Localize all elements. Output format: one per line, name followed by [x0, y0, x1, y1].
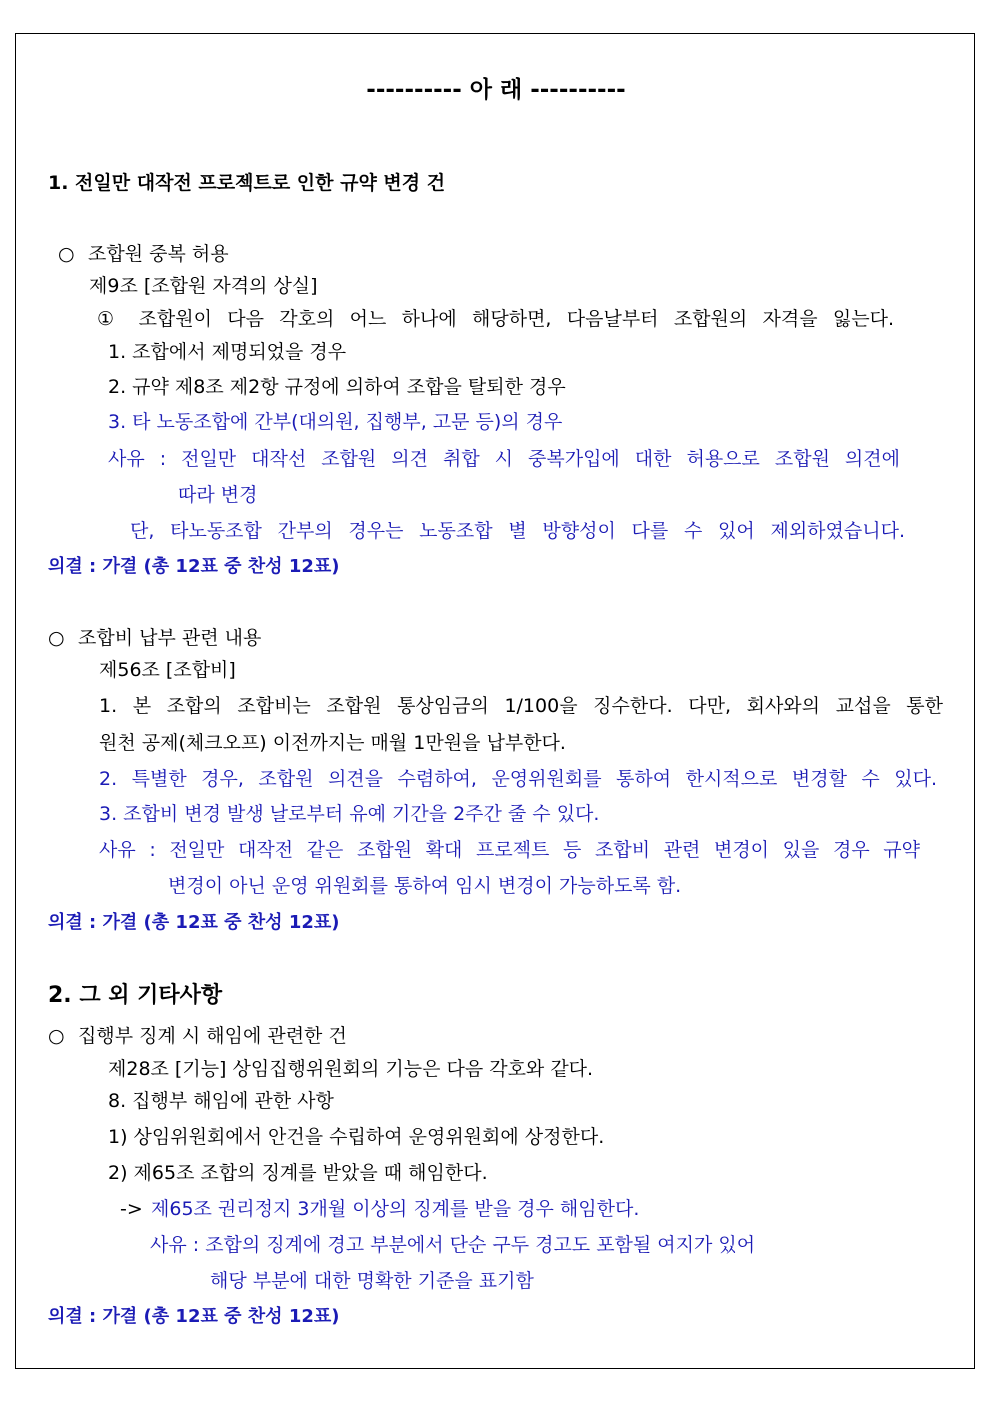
reason-text: 사유 : 전일만 대작전 같은 조합원 확대 프로젝트 등 조합비 관련 변경이 있을 경우 규약 [99, 839, 920, 861]
vote-result: 의결 : 가결 (총 12표 중 찬성 12표) [48, 1306, 340, 1327]
clause-line: 1. 조합에서 제명되었을 경우 [108, 341, 347, 363]
article-heading: 제9조 [조합원 자격의 상실] [89, 275, 318, 297]
article-line-new: 3. 조합비 변경 발생 날로부터 유예 기간을 2주간 줄 수 있다. [99, 803, 600, 825]
clause-new-line: 3. 타 노동조합에 간부(대의원, 집행부, 고문 등)의 경우 [108, 411, 563, 433]
article-heading: 제28조 [기능] 상임집행위원회의 기능은 다음 각호와 같다. [108, 1058, 594, 1080]
circle-bullet-icon: ○ [48, 1025, 65, 1047]
sub-clause: 2) 제65조 조합의 징계를 받았을 때 해임한다. [108, 1162, 488, 1184]
item-title: 집행부 징계 시 해임에 관련한 건 [78, 1025, 347, 1047]
item-title: 조합원 중복 허용 [88, 243, 229, 265]
clause-line: 2. 규약 제8조 제2항 규정에 의하여 조합을 탈퇴한 경우 [108, 376, 566, 398]
circle-bullet-icon: ○ [48, 627, 65, 649]
item-title: 조합비 납부 관련 내용 [78, 627, 262, 649]
sub-clause: 1) 상임위원회에서 안건을 수립하여 운영위원회에 상정한다. [108, 1126, 605, 1148]
page-title: ---------- 아 래 ---------- [366, 77, 626, 103]
vote-result: 의결 : 가결 (총 12표 중 찬성 12표) [48, 556, 340, 577]
circle-bullet-icon: ○ [58, 243, 75, 265]
vote-result: 의결 : 가결 (총 12표 중 찬성 12표) [48, 912, 340, 933]
article-heading: 제56조 [조합비] [99, 659, 236, 681]
article-clause: ① 조합원이 다음 각호의 어느 하나에 해당하면, 다음날부터 조합원의 자격을 잃는다. [97, 308, 894, 330]
arrow-icon: -> [120, 1198, 143, 1220]
reason-text: 단, 타노동조합 간부의 경우는 노동조합 별 방향성이 다를 수 있어 제외하였습니다. [130, 520, 905, 542]
reason-text: 사유 : 조합의 징계에 경고 부분에서 단순 구두 경고도 포함될 여지가 있어 [150, 1234, 756, 1256]
section-2-heading: 2. 그 외 기타사항 [48, 983, 223, 1008]
article-line-new: 2. 특별한 경우, 조합원 의견을 수렴하여, 운영위원회를 통하여 한시적으로 변경할 수 있다. [99, 768, 937, 790]
article-line: 8. 집행부 해임에 관한 사항 [108, 1090, 334, 1112]
reason-text: 따라 변경 [178, 484, 258, 506]
article-line: 1. 본 조합의 조합비는 조합원 통상임금의 1/100을 징수한다. 다만, 회사와의 교섭을 통한 [99, 695, 943, 717]
reason-text: 사유 : 전일만 대작선 조합원 의견 취합 시 중복가입에 대한 허용으로 조합원 의견에 [108, 448, 900, 470]
reason-text: 해당 부분에 대한 명확한 기준을 표기함 [210, 1270, 534, 1292]
change-text: 제65조 권리정지 3개월 이상의 징계를 받을 경우 해임한다. [151, 1198, 640, 1220]
article-line: 원천 공제(체크오프) 이전까지는 매월 1만원을 납부한다. [99, 732, 566, 754]
reason-text: 변경이 아닌 운영 위원회를 통하여 임시 변경이 가능하도록 함. [168, 875, 682, 897]
section-1-heading: 1. 전일만 대작전 프로젝트로 인한 규약 변경 건 [48, 172, 446, 194]
